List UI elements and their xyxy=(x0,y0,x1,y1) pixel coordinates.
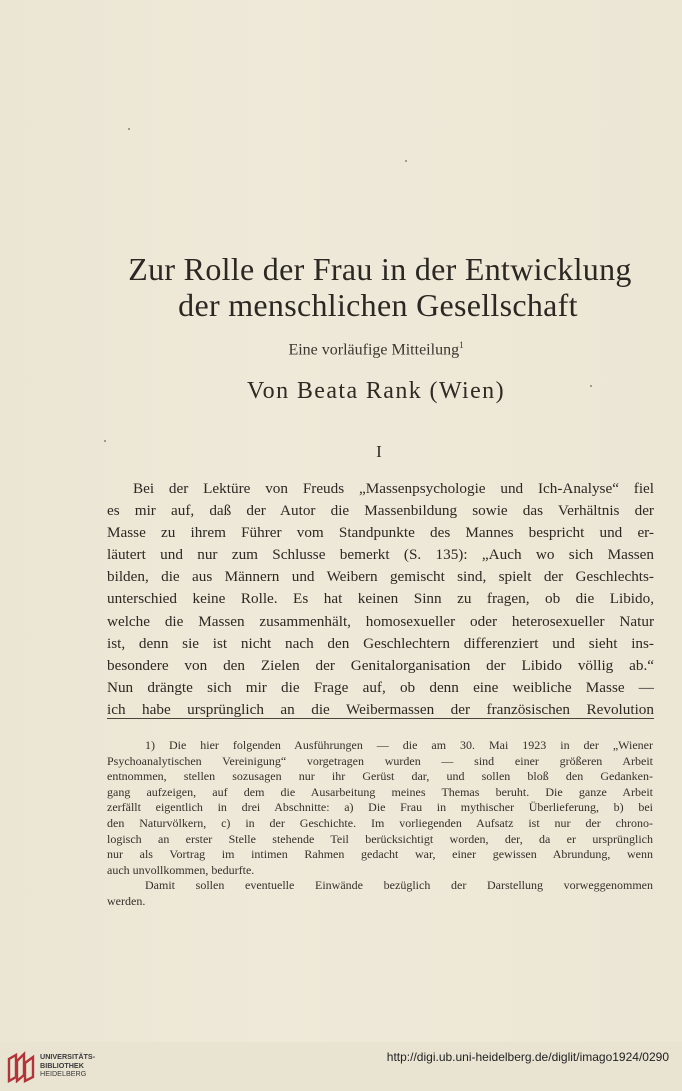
body-text xyxy=(107,478,654,721)
section-number: I xyxy=(376,442,382,461)
footnote-line: auch unvollkommen, bedurfte. xyxy=(107,862,255,877)
article-subtitle xyxy=(0,340,682,359)
footnote-divider xyxy=(107,718,654,719)
body-line: Nun drängte sich mir die Frage auf, ob denn eine weibliche Masse — xyxy=(107,678,654,696)
footnote-mark: 1 xyxy=(459,340,464,350)
body-line: Masse zu ihrem Führer vom Standpunkte des Mannes bespricht und er- xyxy=(107,524,654,542)
body-line: läutert und nur zum Schlusse bemerkt (S. 135): „Auch wo sich Massen xyxy=(107,546,654,564)
article-title-line-1: Zur Rolle der Frau in der Entwicklung xyxy=(128,251,632,287)
subtitle-text: Eine vorläufige Mitteilung xyxy=(288,341,460,359)
library-name-line-1: UNIVERSITÄTS- xyxy=(40,1052,96,1061)
body-line: welche die Massen zusammenhält, homosexueller oder heterosexueller Natur xyxy=(107,612,654,630)
body-line: unterschied keine Rolle. Es hat keinen Sinn zu fragen, ob die Libido, xyxy=(107,590,654,608)
article-author: Von Beata Rank (Wien) xyxy=(247,378,505,404)
footnote-line: werden. xyxy=(107,893,146,908)
permalink-url[interactable]: http://digi.ub.uni-heidelberg.de/diglit/imago1924/0290 xyxy=(386,1050,669,1064)
footnote-line: entnommen, stellen sozusagen nur ihr Gerüst dar, und sollen bloß den Gedanken- xyxy=(107,769,653,784)
footnote-line: Damit sollen eventuelle Einwände bezüglich der Darstellung vorweggenommen xyxy=(145,878,653,893)
library-name xyxy=(40,1053,95,1079)
library-name-line-3: HEIDELBERG xyxy=(40,1069,87,1079)
article-title-line-2: der menschlichen Gesellschaft xyxy=(178,287,578,323)
footnote-line: den Naturvölkern, c) in der Geschichte. Im vorliegenden Aufsatz ist nur der chrono- xyxy=(107,815,653,830)
paper-speck xyxy=(405,160,407,162)
footnote-line: gang aufzeigen, auf dem die Ausarbeitung meines Themas beruht. Die ganze Arbeit xyxy=(107,784,653,799)
body-line: ich habe ursprünglich an die Weibermassen der französischen Revolution xyxy=(107,700,654,718)
footnote xyxy=(107,738,653,910)
footnote-line: logisch an erster Stelle stehende Teil berücksichtigt worden, der, da er ursprünglich xyxy=(107,831,653,846)
paper-speck xyxy=(128,128,130,130)
footnote-line: Psychoanalytischen Vereinigung“ vorgetragen wurden — sind einer größeren Arbeit xyxy=(107,753,653,768)
library-logo-icon xyxy=(6,1051,36,1083)
body-line: bilden, die aus Männern und Weibern gemischt sind, spielt der Geschlechts- xyxy=(107,568,654,586)
body-line: ist, denn sie ist nicht nach den Geschlechtern differenziert und sieht ins- xyxy=(107,634,654,652)
library-name-line-2: BIBLIOTHEK xyxy=(40,1060,84,1070)
body-line: es mir auf, daß der Autor die Massenbildung sowie das Verhältnis der xyxy=(107,502,654,520)
footnote-line: nur als Vortrag im intimen Rahmen gedacht war, einer gewissen Abrundung, wenn xyxy=(107,847,653,862)
body-line: besondere von den Zielen der Genitalorganisation der Libido völlig ab.“ xyxy=(107,656,654,674)
footnote-line: 1) Die hier folgenden Ausführungen — die am 30. Mai 1923 in der „Wiener xyxy=(145,738,653,752)
footnote-line: zerfällt eigentlich in drei Abschnitte: a) Die Frau in mythischer Überlieferung, b) bei xyxy=(107,800,653,815)
body-line: Bei der Lektüre von Freuds „Massenpsychologie und Ich-Analyse“ fiel xyxy=(133,480,654,497)
